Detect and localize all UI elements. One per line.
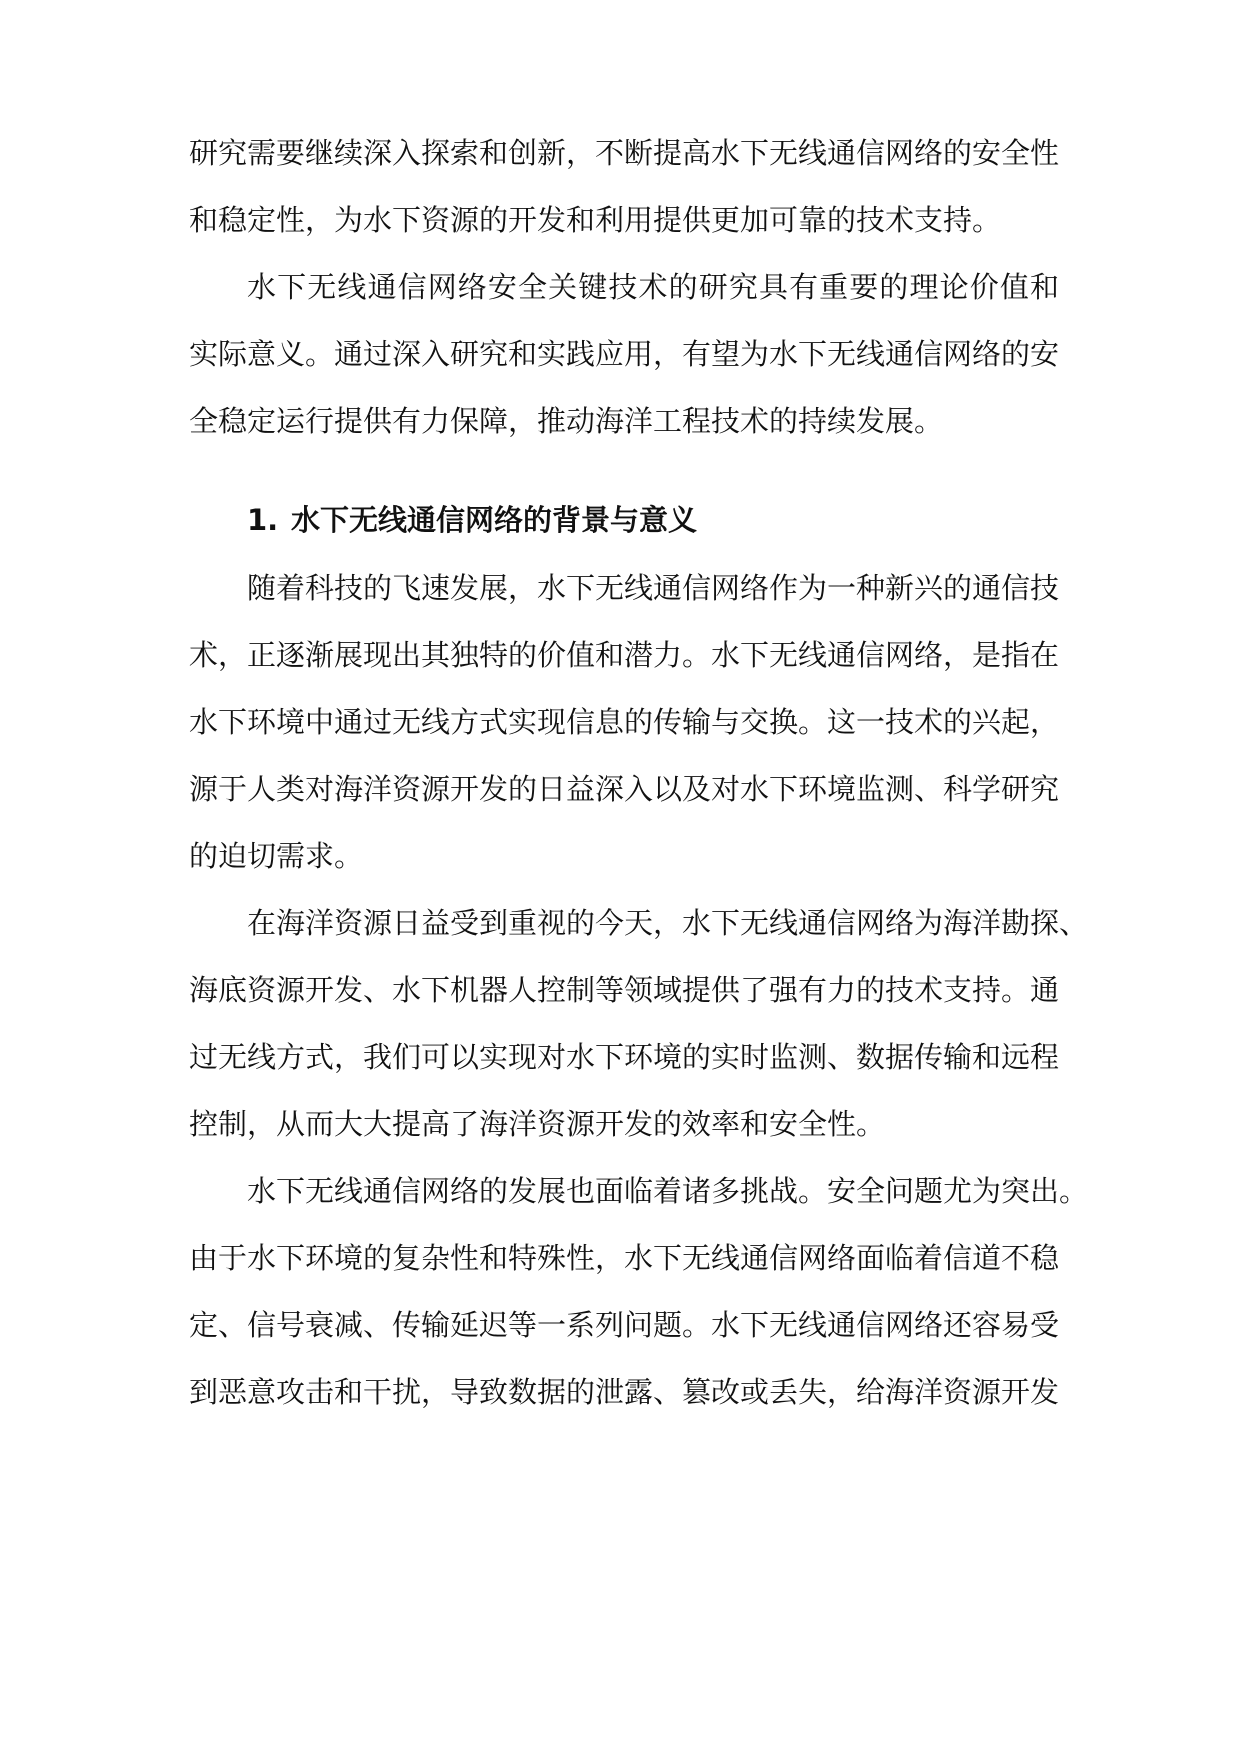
paragraph-line: 由于水下环境的复杂性和特殊性，水下无线通信网络面临着信道不稳 bbox=[189, 1241, 1060, 1275]
paragraph-line: 海底资源开发、水下机器人控制等领域提供了强有力的技术支持。通 bbox=[189, 973, 1060, 1007]
section-number: 1. bbox=[247, 503, 279, 537]
paragraph-line: 实际意义。通过深入研究和实践应用，有望为水下无线通信网络的安 bbox=[189, 337, 1060, 371]
paragraph-line: 水下无线通信网络的发展也面临着诸多挑战。安全问题尤为突出。 bbox=[247, 1174, 1089, 1208]
paragraph-line: 到恶意攻击和干扰，导致数据的泄露、篡改或丢失，给海洋资源开发 bbox=[189, 1375, 1060, 1409]
paragraph-line: 水下环境中通过无线方式实现信息的传输与交换。这一技术的兴起， bbox=[189, 705, 1060, 739]
paragraph-line: 定、信号衰减、传输延迟等一系列问题。水下无线通信网络还容易受 bbox=[189, 1308, 1060, 1342]
paragraph-line: 在海洋资源日益受到重视的今天，水下无线通信网络为海洋勘探、 bbox=[247, 906, 1089, 940]
paragraph-line: 源于人类对海洋资源开发的日益深入以及对水下环境监测、科学研究 bbox=[189, 772, 1060, 806]
section-title: 水下无线通信网络的背景与意义 bbox=[291, 503, 698, 537]
paragraph-line: 过无线方式，我们可以实现对水下环境的实时监测、数据传输和远程 bbox=[189, 1040, 1060, 1074]
paragraph-line: 水下无线通信网络安全关键技术的研究具有重要的理论价值和 bbox=[247, 270, 1059, 304]
paragraph-line: 全稳定运行提供有力保障，推动海洋工程技术的持续发展。 bbox=[189, 404, 944, 438]
paragraph-line: 和稳定性，为水下资源的开发和利用提供更加可靠的技术支持。 bbox=[189, 203, 1002, 237]
paragraph-line: 研究需要继续深入探索和创新，不断提高水下无线通信网络的安全性 bbox=[189, 136, 1060, 170]
paragraph-line: 的迫切需求。 bbox=[189, 839, 364, 873]
paragraph-line: 随着科技的飞速发展，水下无线通信网络作为一种新兴的通信技 bbox=[247, 571, 1060, 605]
paragraph-line: 控制，从而大大提高了海洋资源开发的效率和安全性。 bbox=[189, 1107, 886, 1141]
section-heading bbox=[247, 491, 1059, 549]
paragraph-line: 术，正逐渐展现出其独特的价值和潜力。水下无线通信网络，是指在 bbox=[189, 638, 1060, 672]
